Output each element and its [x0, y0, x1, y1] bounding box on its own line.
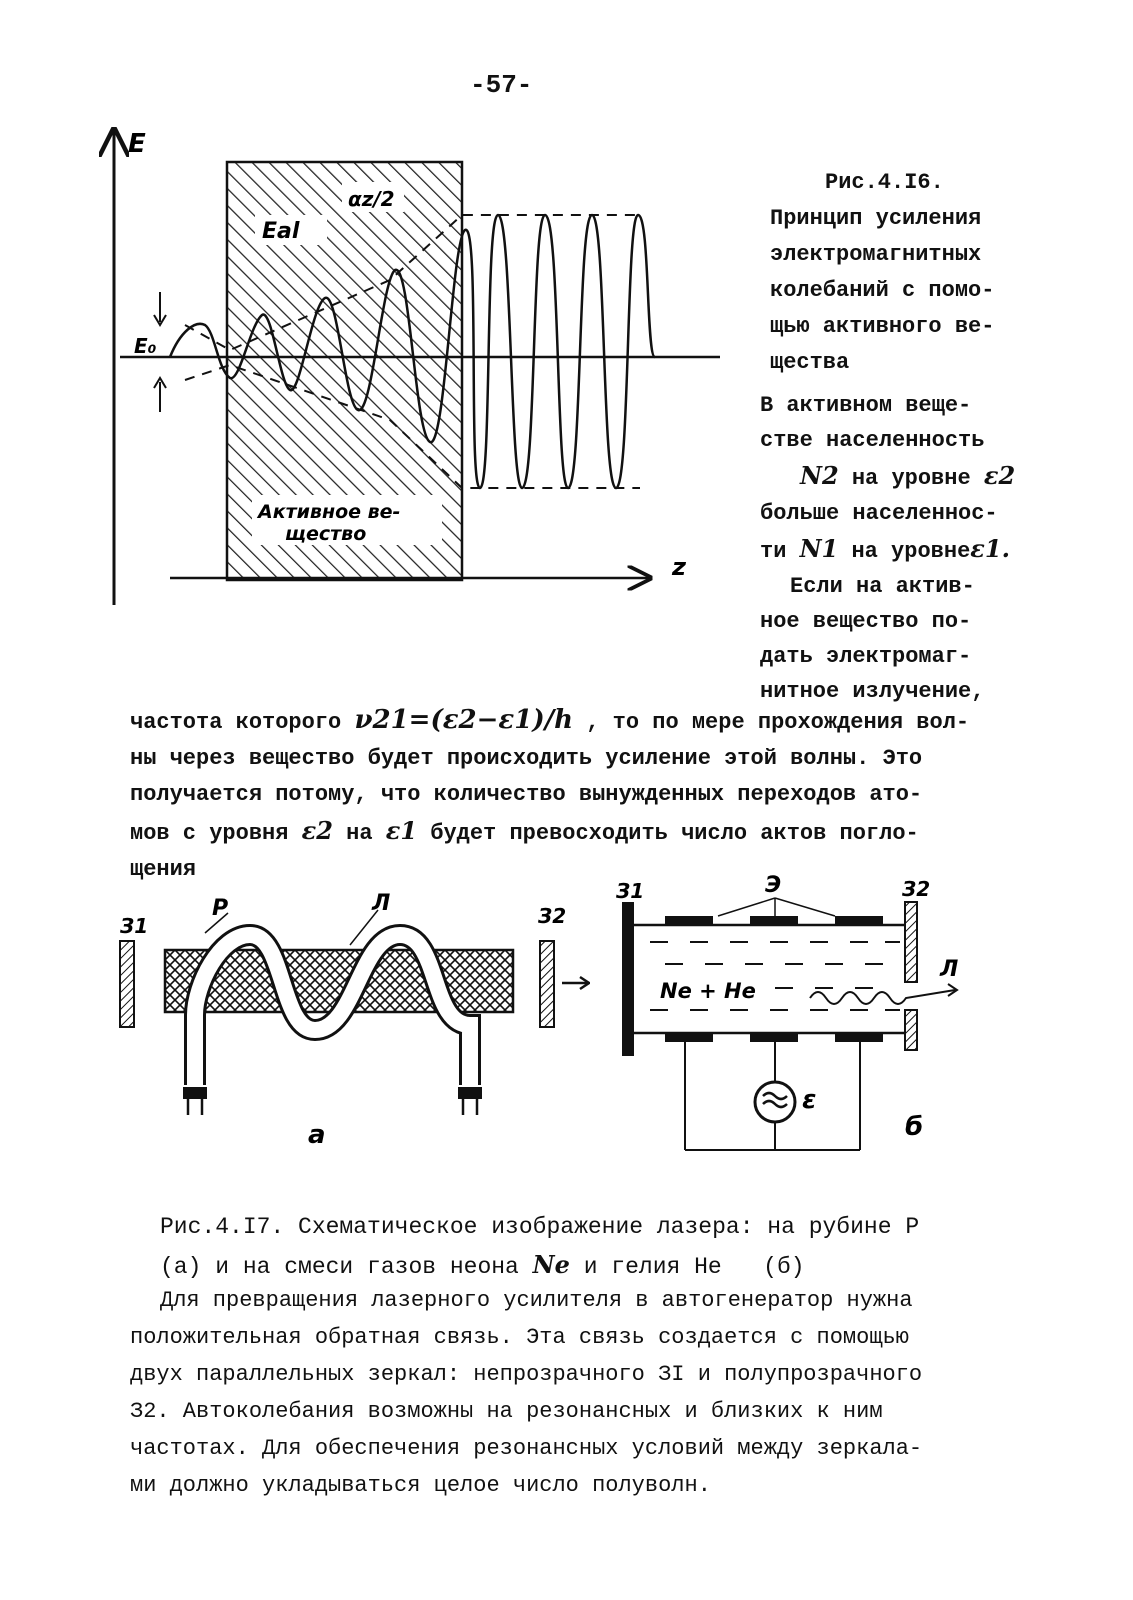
label-sub-b: б — [905, 1112, 924, 1142]
active-medium-label-1: Активное ве- — [258, 501, 401, 523]
text-line: положительная обратная связь. Эта связь создается с помощью — [130, 1325, 909, 1350]
eps2-symbol: ε2 — [301, 816, 333, 845]
bottom-paragraph — [130, 1282, 1010, 1504]
text-fragment: ти — [760, 539, 787, 564]
caption-line: колебаний с помо- — [770, 278, 995, 303]
figure-4-16 — [90, 120, 750, 620]
text-fragment: на уровне — [851, 466, 971, 491]
figure-4-17-a-ruby-laser — [110, 875, 590, 1175]
mirror-z2-b — [905, 902, 917, 982]
text-line: нитное излучение, — [760, 679, 985, 704]
label-z2-a: З2 — [538, 904, 567, 928]
caption-line: щества — [770, 350, 850, 375]
neon-symbol: Ne — [532, 1250, 570, 1279]
text-line — [760, 458, 1030, 496]
e0-label: E₀ — [134, 334, 157, 358]
electrode — [835, 1033, 883, 1042]
text-line: Если на актив- — [790, 574, 975, 599]
text-fragment: будет превосходить число актов погло- — [430, 821, 919, 846]
text-line: В активном веще- — [760, 393, 972, 418]
caption-number: Рис.4.I6. — [825, 170, 944, 195]
alpha-label: αz/2 — [348, 187, 395, 211]
label-sub-a: а — [308, 1120, 326, 1150]
text-line: получается потому, что количество вынужденных переходов ато- — [130, 782, 923, 807]
electrode — [750, 1033, 798, 1042]
text-line: щения — [130, 857, 197, 882]
text-line: больше населеннос- — [760, 501, 998, 526]
text-fragment: , то по мере прохождения вол- — [586, 710, 970, 735]
ac-source-icon — [755, 1082, 795, 1122]
text-fragment: на — [346, 821, 373, 846]
text-line: Для превращения лазерного усилителя в автогенератор нужна — [160, 1288, 913, 1313]
caption-line: Принцип усиления — [770, 206, 982, 231]
text-fragment: частота которого — [130, 710, 342, 735]
text-line: ны через вещество будет происходить усиление этой волны. Это — [130, 746, 923, 771]
label-emf: ε — [802, 1085, 817, 1115]
mirror-z2-b-lower — [905, 1010, 917, 1050]
text-line: частотах. Для обеспечения резонансных условий между зеркала- — [130, 1436, 923, 1461]
text-line: дать электромаг- — [760, 644, 972, 669]
text-line: ми должно укладываться целое число полуволн. — [130, 1473, 711, 1498]
text-line — [130, 813, 1010, 852]
text-fragment: (б) — [763, 1254, 805, 1280]
n2-symbol: N2 — [800, 461, 839, 490]
mirror-z1 — [120, 941, 134, 1027]
mirror-z1-b — [622, 902, 634, 1056]
text-line: З2. Автоколебания возможны на резонансных и близких к ним — [130, 1399, 883, 1424]
text-line: стве населенность — [760, 428, 985, 453]
label-z2-b: З2 — [902, 877, 931, 901]
label-rod-p: Р — [212, 896, 229, 921]
text-line — [130, 702, 1010, 741]
figure-4-16-caption — [770, 165, 1030, 381]
label-z1-b: З1 — [616, 879, 645, 903]
caption-line: щью активного ве- — [770, 314, 995, 339]
eal-label: Eal — [262, 219, 300, 244]
figure-4-17-caption — [160, 1208, 1020, 1286]
eps2-symbol: ε2 — [983, 461, 1016, 490]
label-gas: Ne + He — [660, 979, 756, 1003]
active-medium-label-2: щество — [285, 523, 367, 545]
text-line: двух параллельных зеркал: непрозрачного ЗI и полупрозрачного — [130, 1362, 923, 1387]
electrode — [750, 916, 798, 925]
n1-symbol: N1 — [799, 534, 839, 563]
label-z1-a: З1 — [120, 914, 149, 938]
caption-line: электромагнитных — [770, 242, 982, 267]
text-fragment: и гелия He — [583, 1254, 722, 1280]
e-axis-label: E — [128, 129, 146, 159]
label-beam: Л — [940, 957, 959, 982]
main-paragraph — [130, 702, 1010, 888]
label-electrodes: Э — [765, 873, 782, 898]
frequency-formula: ν21=(ε2−ε1)/h — [354, 705, 574, 735]
text-line — [760, 531, 1030, 569]
text-fragment: мов с уровня — [130, 821, 289, 846]
text-fragment: на уровне — [851, 539, 971, 564]
mirror-z2 — [540, 941, 554, 1027]
label-lamp-l: Л — [372, 891, 391, 916]
electrode — [665, 1033, 713, 1042]
laser-beam — [810, 990, 955, 1004]
z-axis-label: z — [672, 553, 686, 581]
electrode — [835, 916, 883, 925]
caption-line: Рис.4.I7. Схематическое изображение лазера: на рубине Р — [160, 1214, 920, 1240]
electrode — [665, 916, 713, 925]
text-line: ное вещество по- — [760, 609, 972, 634]
page-number: -57- — [470, 70, 533, 100]
figure-4-17-b-gas-laser — [610, 870, 980, 1180]
caption-line — [160, 1246, 1020, 1286]
side-paragraph — [760, 388, 1030, 709]
eps1-symbol: ε1 — [385, 816, 418, 845]
eps1-symbol: ε1. — [970, 534, 1010, 563]
text-fragment: (а) и на смеси газов неона — [160, 1254, 519, 1280]
